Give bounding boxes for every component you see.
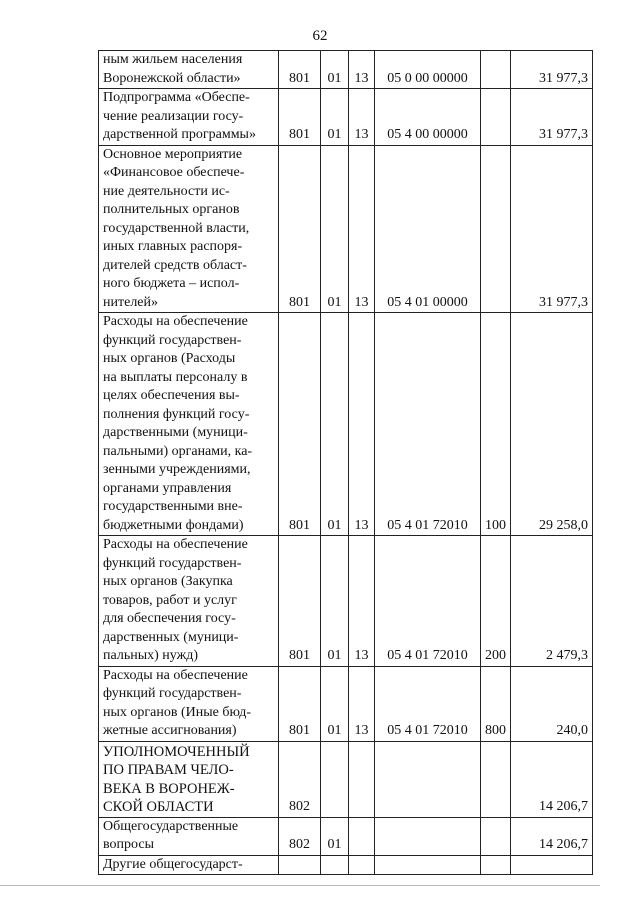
expense-type-code-cell xyxy=(481,741,511,817)
subsection-code-cell: 13 xyxy=(349,89,375,146)
target-article-code-cell xyxy=(375,855,481,875)
row-name-cell: Другие общегосударст- xyxy=(99,855,279,875)
row-name-cell: Общегосударственные вопросы xyxy=(99,817,279,855)
ministry-code-cell: 801 xyxy=(279,89,321,146)
subsection-code-cell: 13 xyxy=(349,313,375,536)
amount-cell: 14 206,7 xyxy=(511,741,593,817)
ministry-code-cell: 801 xyxy=(279,145,321,313)
section-code-cell: 01 xyxy=(321,666,349,741)
budget-table xyxy=(98,50,593,875)
subsection-code-cell xyxy=(349,855,375,875)
target-article-code-cell: 05 4 01 72010 xyxy=(375,666,481,741)
target-article-code-cell: 05 4 00 00000 xyxy=(375,89,481,146)
row-name-cell: Расходы на обеспечение функций государствен- ных органов (Расходы на выплаты персоналу в целях обеспечения вы- полнения функций госу- дарственными (муници- пальными) органами, ка- зенными учреждениями, органами управления государственными вне- бюджетными фондами) xyxy=(99,313,279,536)
target-article-code-cell: 05 0 00 00000 xyxy=(375,51,481,89)
section-code-cell xyxy=(321,855,349,875)
table-row xyxy=(99,741,593,817)
expense-type-code-cell xyxy=(481,817,511,855)
amount-cell: 240,0 xyxy=(511,666,593,741)
amount-cell: 31 977,3 xyxy=(511,145,593,313)
amount-cell xyxy=(511,855,593,875)
section-code-cell xyxy=(321,741,349,817)
expense-type-code-cell: 200 xyxy=(481,536,511,667)
subsection-code-cell: 13 xyxy=(349,666,375,741)
page-bottom-divider xyxy=(0,885,600,886)
subsection-code-cell: 13 xyxy=(349,536,375,667)
table-row xyxy=(99,313,593,536)
table-row xyxy=(99,666,593,741)
expense-type-code-cell: 800 xyxy=(481,666,511,741)
amount-cell: 31 977,3 xyxy=(511,51,593,89)
row-name-cell: УПОЛНОМОЧЕННЫЙ ПО ПРАВАМ ЧЕЛО- ВЕКА В ВОРОНЕЖ- СКОЙ ОБЛАСТИ xyxy=(99,741,279,817)
section-code-cell: 01 xyxy=(321,313,349,536)
amount-cell: 31 977,3 xyxy=(511,89,593,146)
section-code-cell: 01 xyxy=(321,51,349,89)
expense-type-code-cell xyxy=(481,855,511,875)
table-row xyxy=(99,145,593,313)
row-name-cell: ным жильем населения Воронежской области» xyxy=(99,51,279,89)
row-name-cell: Подпрограмма «Обеспе- чение реализации госу- дарственной программы» xyxy=(99,89,279,146)
table-row xyxy=(99,89,593,146)
expense-type-code-cell xyxy=(481,51,511,89)
amount-cell: 2 479,3 xyxy=(511,536,593,667)
section-code-cell: 01 xyxy=(321,536,349,667)
table-row xyxy=(99,536,593,667)
section-code-cell: 01 xyxy=(321,145,349,313)
ministry-code-cell: 801 xyxy=(279,666,321,741)
table-row xyxy=(99,51,593,89)
target-article-code-cell: 05 4 01 72010 xyxy=(375,313,481,536)
ministry-code-cell xyxy=(279,855,321,875)
expense-type-code-cell xyxy=(481,89,511,146)
table-row xyxy=(99,817,593,855)
subsection-code-cell: 13 xyxy=(349,145,375,313)
target-article-code-cell: 05 4 01 00000 xyxy=(375,145,481,313)
subsection-code-cell: 13 xyxy=(349,51,375,89)
target-article-code-cell: 05 4 01 72010 xyxy=(375,536,481,667)
section-code-cell: 01 xyxy=(321,89,349,146)
table-row xyxy=(99,855,593,875)
expense-type-code-cell xyxy=(481,145,511,313)
page-number: 62 xyxy=(312,28,328,44)
amount-cell: 29 258,0 xyxy=(511,313,593,536)
ministry-code-cell: 801 xyxy=(279,51,321,89)
ministry-code-cell: 802 xyxy=(279,817,321,855)
subsection-code-cell xyxy=(349,817,375,855)
ministry-code-cell: 802 xyxy=(279,741,321,817)
section-code-cell: 01 xyxy=(321,817,349,855)
row-name-cell: Основное мероприятие «Финансовое обеспече- ние деятельности ис- полнительных органов государственной власти, иных главных распоря- дителей средств област- ного бюджета – испол- нителей» xyxy=(99,145,279,313)
target-article-code-cell xyxy=(375,817,481,855)
ministry-code-cell: 801 xyxy=(279,536,321,667)
subsection-code-cell xyxy=(349,741,375,817)
amount-cell: 14 206,7 xyxy=(511,817,593,855)
expense-type-code-cell: 100 xyxy=(481,313,511,536)
row-name-cell: Расходы на обеспечение функций государствен- ных органов (Иные бюд- жетные ассигнования) xyxy=(99,666,279,741)
ministry-code-cell: 801 xyxy=(279,313,321,536)
row-name-cell: Расходы на обеспечение функций государствен- ных органов (Закупка товаров, работ и услуг для обеспечения госу- дарственных (муници- пальных) нужд) xyxy=(99,536,279,667)
target-article-code-cell xyxy=(375,741,481,817)
